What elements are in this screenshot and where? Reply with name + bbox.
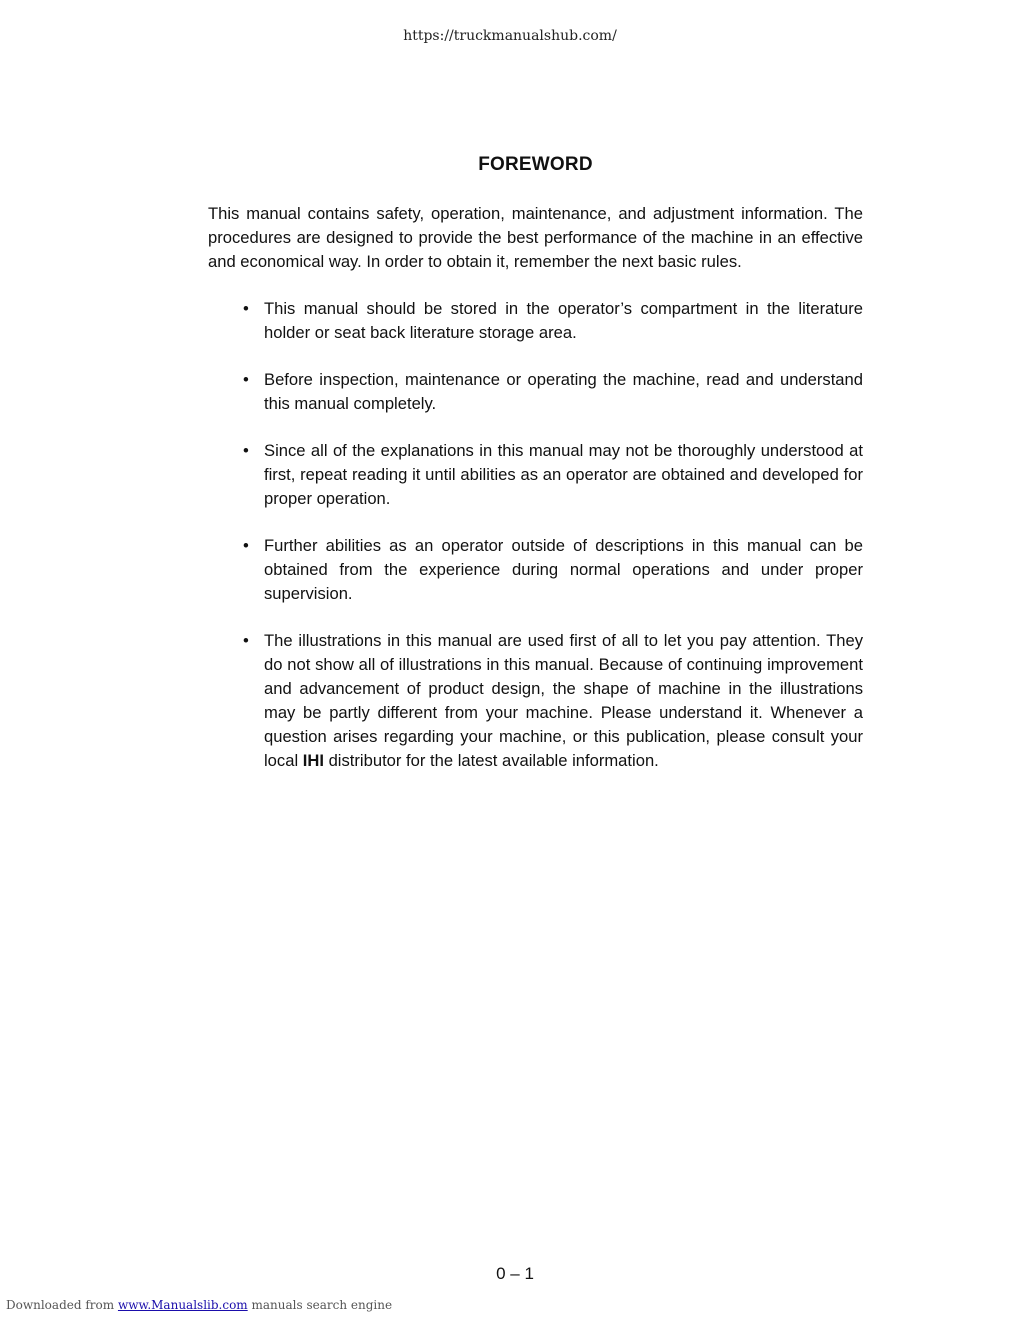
page-title: FOREWORD: [478, 154, 593, 175]
list-item: [243, 534, 863, 606]
list-item-text: Since all of the explanations in this manual may not be thoroughly understood at first, repeat reading it until abilities as an operator are obtained and developed for proper operation.: [264, 441, 863, 508]
bullet-icon: •: [243, 370, 249, 389]
list-item-text-before: The illustrations in this manual are used first of all to let you pay attention. They do not show all of illustrations in this manual. Because of continuing improvement and advancement of product design, the shape of machine in the illustrations may be partly different from your machine. Please understand it. Whenever a question arises regarding your machine, or this publication, please consult your local: [264, 631, 863, 770]
foreword-body: [208, 202, 863, 796]
page-number: 0 – 1: [496, 1264, 534, 1283]
manualslib-link[interactable]: www.Manualslib.com: [117, 1298, 248, 1312]
intro-paragraph: This manual contains safety, operation, maintenance, and adjustment information. The procedures are designed to provide the best performance of the machine in an effective and economical way. In order to obtain it, remember the next basic rules.: [208, 204, 863, 271]
rules-list: [208, 297, 863, 773]
list-item-text: Further abilities as an operator outside of descriptions in this manual can be obtained from the experience during normal operations and under proper supervision.: [264, 536, 863, 603]
list-item: [243, 297, 863, 345]
bullet-icon: •: [243, 631, 249, 650]
bullet-icon: •: [243, 441, 249, 460]
bullet-icon: •: [243, 299, 249, 318]
list-item-text: This manual should be stored in the operator’s compartment in the literature holder or seat back literature storage area.: [264, 299, 863, 342]
list-item: [243, 629, 863, 773]
download-footer: [6, 1298, 392, 1312]
header-url: https://truckmanualshub.com/: [403, 28, 617, 44]
footer-suffix: manuals search engine: [247, 1298, 393, 1312]
list-item-text-after: distributor for the latest available information.: [323, 751, 659, 770]
list-item: [243, 368, 863, 416]
footer-prefix: Downloaded from: [6, 1298, 118, 1312]
bullet-icon: •: [243, 536, 249, 555]
list-item-text: Before inspection, maintenance or operating the machine, read and understand this manual completely.: [264, 370, 863, 413]
brand-name: IHI: [302, 751, 324, 770]
list-item: [243, 439, 863, 511]
